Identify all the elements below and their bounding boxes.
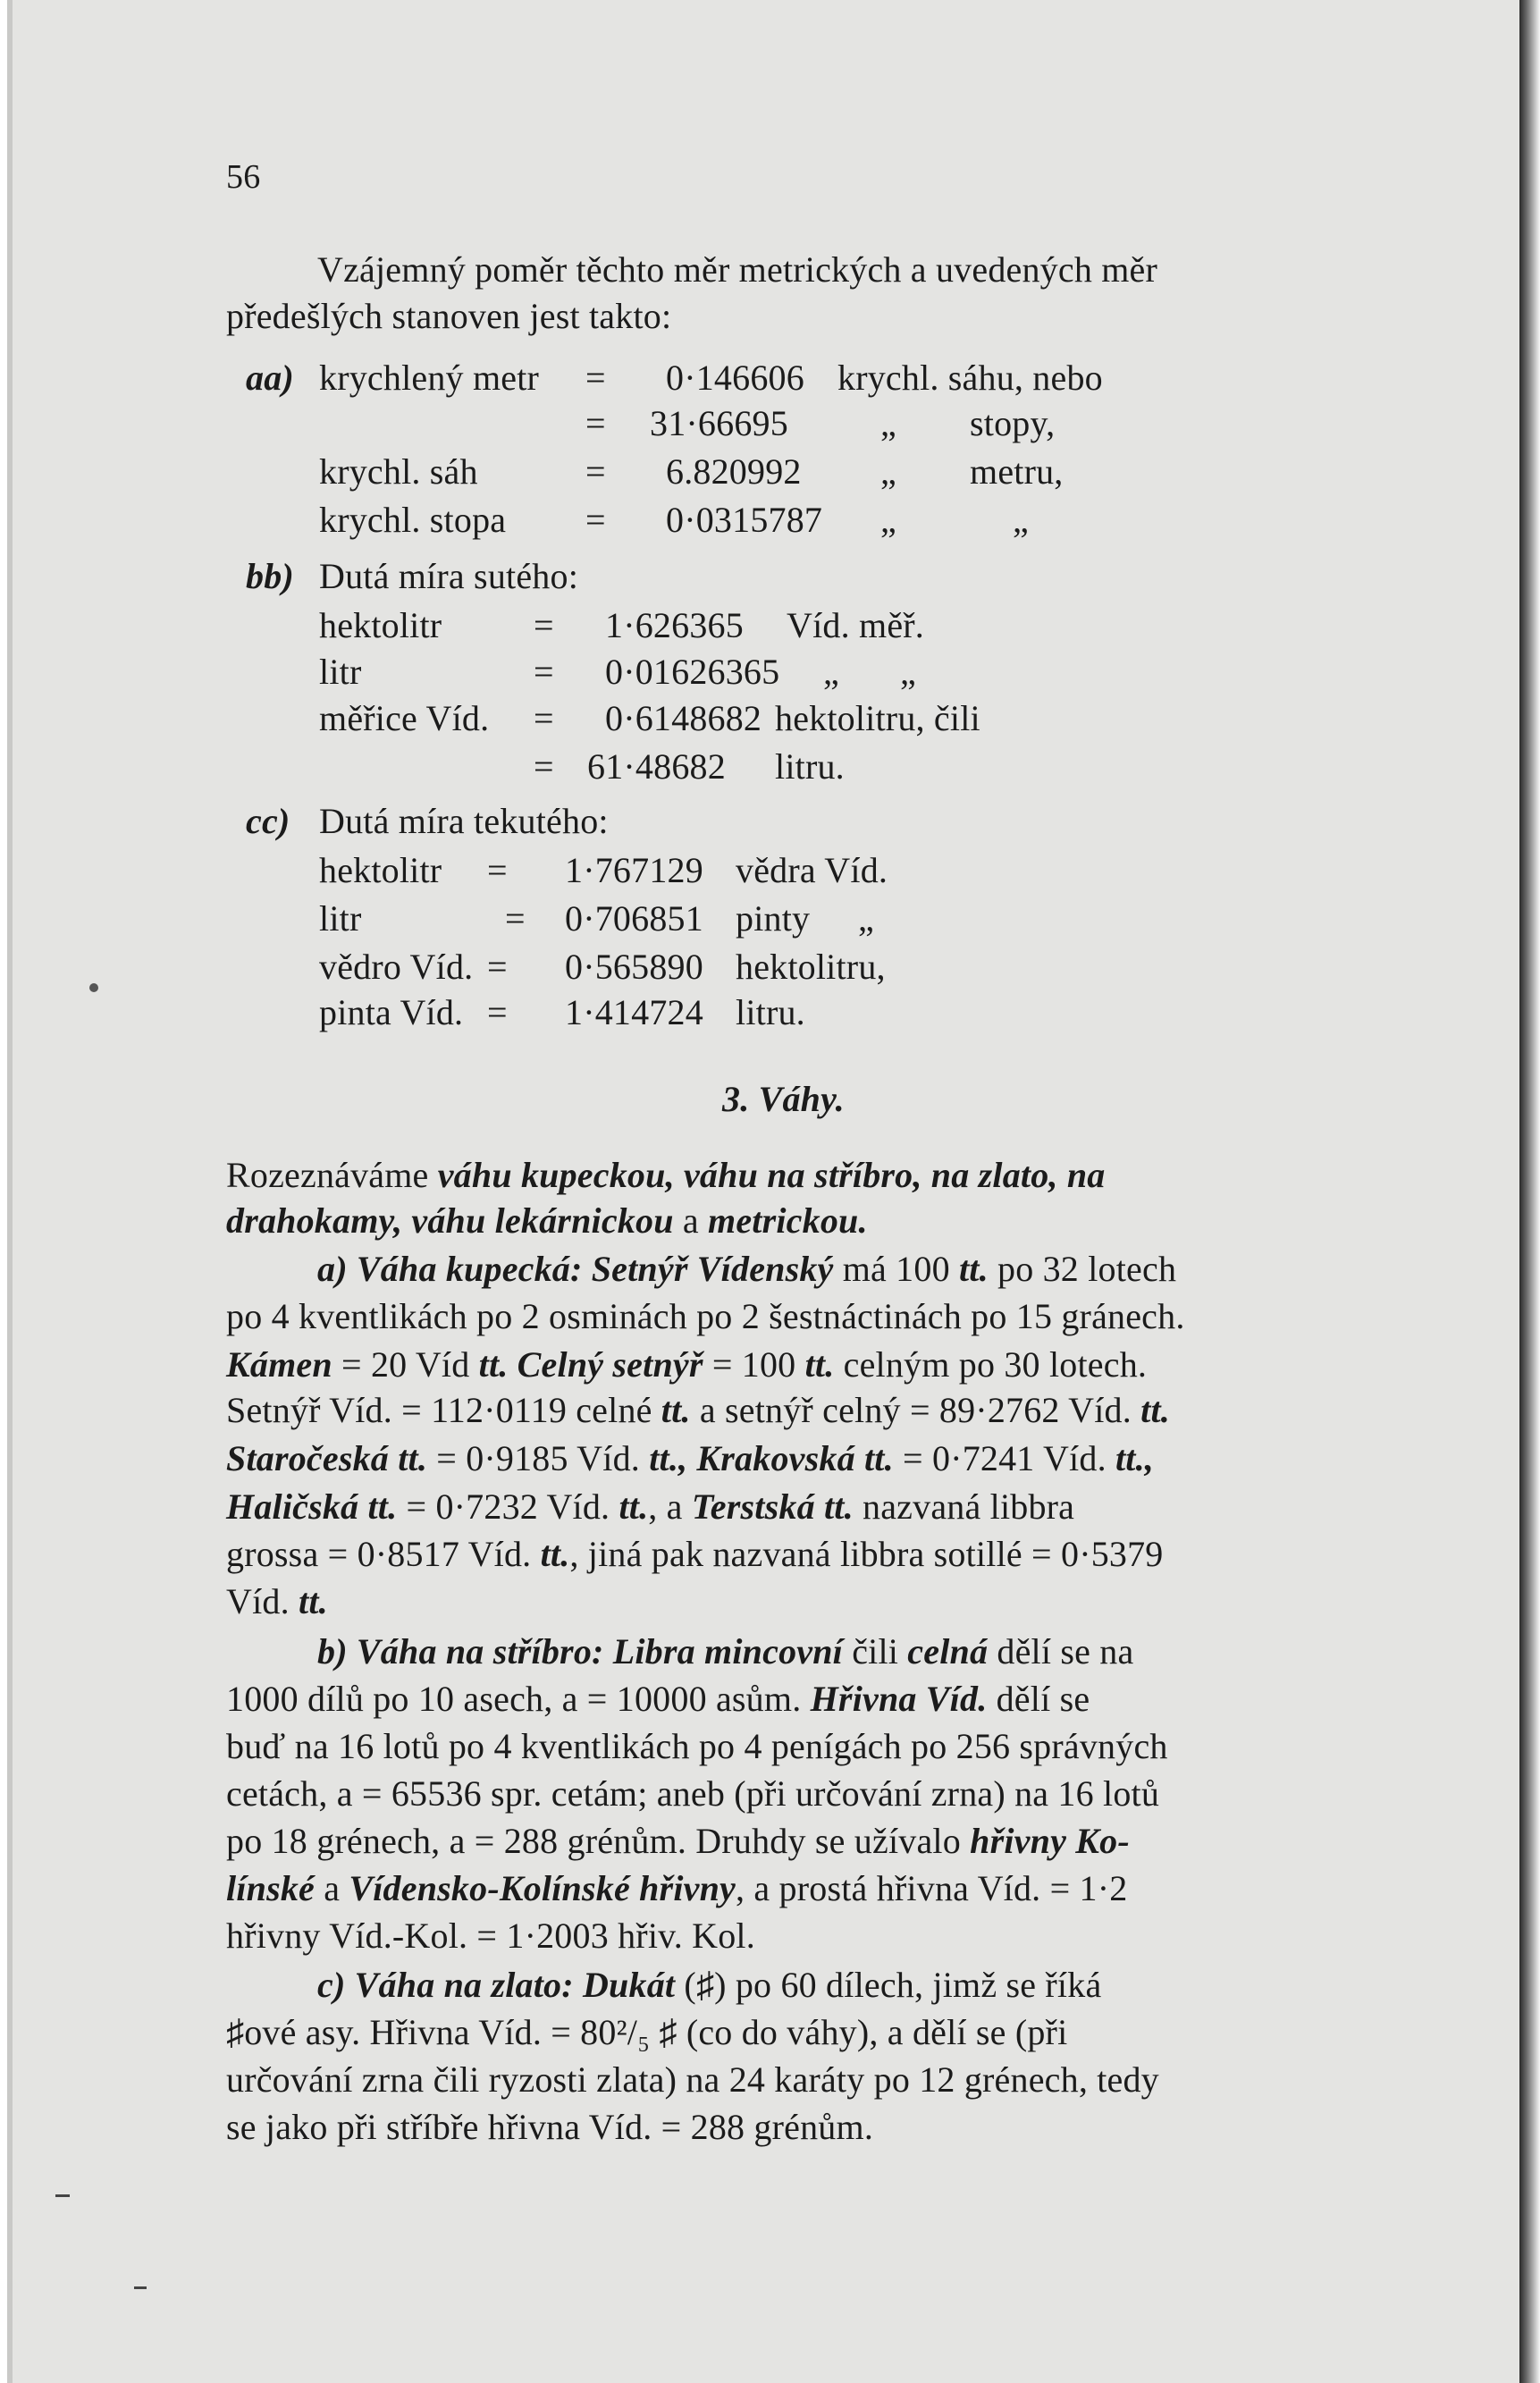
body-line-21: se jako při stříbře hřivna Víd. = 288 grénům.: [226, 2107, 874, 2147]
body-line-14: cetách, a = 65536 spr. cetám; aneb (při určování zrna) na 16 lotů: [226, 1773, 1160, 1814]
label-cc: cc): [246, 801, 290, 841]
body-line-11: b) Váha na stříbro: Libra mincovní čili celná dělí se na: [317, 1631, 1134, 1671]
body-line-9: grossa = 0·8517 Víd. tt., jiná pak nazvaná libbra sotillé = 0·5379: [226, 1534, 1164, 1574]
cc-row4-eq: =: [487, 992, 508, 1032]
intro-line-1: Vzájemný poměr těchto měr metrických a uvedených měr: [317, 249, 1158, 290]
body-line-3: a) Váha kupecká: Setnýř Vídenský má 100 tt. po 32 lotech: [317, 1249, 1177, 1289]
aa-row3-name: krychl. sáh: [319, 451, 478, 492]
cc-row2-ditto: „: [858, 898, 874, 939]
aa-row3-value: 6.820992: [666, 451, 802, 492]
aa-row4-value: 0·0315787: [666, 500, 823, 540]
page-number: 56: [226, 158, 261, 196]
bb-heading: Dutá míra sutého:: [319, 556, 579, 596]
cc-row2-name: litr: [319, 898, 362, 939]
cc-row3-name: vědro Víd.: [319, 947, 474, 987]
aa-row4-eq: =: [585, 500, 606, 540]
aa-row1-unit: krychl. sáhu, nebo: [837, 358, 1103, 398]
cc-row1-unit: vědra Víd.: [736, 850, 888, 890]
aa-row1-value: 0·146606: [666, 358, 804, 398]
aa-row2-ditto: „: [880, 403, 896, 443]
intro-line-2: předešlých stanoven jest takto:: [226, 296, 672, 336]
body-line-13: buď na 16 lotů po 4 kventlikách po 4 penígách po 256 správných: [226, 1726, 1168, 1766]
body-line-10: Víd. tt.: [226, 1581, 328, 1621]
bb-row3-eq: =: [534, 698, 554, 738]
cc-row4-name: pinta Víd.: [319, 992, 464, 1032]
bb-row1-eq: =: [534, 605, 554, 645]
cc-row1-eq: =: [487, 850, 508, 890]
aa-row1-eq: =: [585, 358, 606, 398]
body-line-2: drahokamy, váhu lekárnickou a metrickou.: [226, 1200, 868, 1241]
bb-row1-name: hektolitr: [319, 605, 442, 645]
label-bb: bb): [246, 556, 294, 596]
aa-row4-unit: „: [1013, 500, 1029, 540]
body-line-7: Staročeská tt. = 0·9185 Víd. tt., Krakovská tt. = 0·7241 Víd. tt.,: [226, 1438, 1154, 1478]
cc-row1-name: hektolitr: [319, 850, 442, 890]
section-heading: 3. Váhy.: [722, 1079, 845, 1119]
print-mark: [55, 2194, 70, 2197]
body-line-1: Rozeznáváme váhu kupeckou, váhu na stříbro, na zlato, na: [226, 1155, 1106, 1195]
bb-row3-unit: hektolitru, čili: [775, 698, 980, 738]
bb-row2-unit: „: [900, 652, 916, 692]
cc-heading: Dutá míra tekutého:: [319, 801, 609, 841]
aa-row1-name: krychlený metr: [319, 358, 540, 398]
bb-row2-eq: =: [534, 652, 554, 692]
body-line-17: hřivny Víd.-Kol. = 1·2003 hřiv. Kol.: [226, 1916, 755, 1956]
bb-row4-eq: =: [534, 746, 554, 787]
aa-row2-eq: =: [585, 403, 606, 443]
cc-row4-value: 1·414724: [565, 992, 703, 1032]
body-line-19: ♯ové asy. Hřivna Víd. = 80²/₅ ♯ (co do váhy), a dělí se (při: [226, 2012, 1068, 2052]
label-aa: aa): [246, 358, 294, 398]
cc-row2-value: 0·706851: [565, 898, 703, 939]
body-line-20: určování zrna čili ryzosti zlata) na 24 karáty po 12 grénech, tedy: [226, 2059, 1159, 2100]
print-speck: [89, 983, 98, 992]
bb-row1-value: 1·626365: [605, 605, 744, 645]
body-line-12: 1000 dílů po 10 asech, a = 10000 asům. Hřivna Víd. dělí se: [226, 1679, 1090, 1719]
cc-row2-unit: pinty: [736, 898, 811, 939]
bb-row3-value: 0·6148682: [605, 698, 762, 738]
bb-row2-value: 0·01626365: [605, 652, 780, 692]
body-line-16: línské a Vídensko-Kolínské hřivny, a prostá hřivna Víd. = 1·2: [226, 1868, 1128, 1908]
bb-row2-ditto: „: [823, 652, 839, 692]
cc-row4-unit: litru.: [736, 992, 805, 1032]
aa-row3-ditto: „: [880, 451, 896, 492]
aa-row4-ditto: „: [880, 500, 896, 540]
aa-row2-value: 31·66695: [650, 403, 788, 443]
body-line-8: Haličská tt. = 0·7232 Víd. tt., a Terstská tt. nazvaná libbra: [226, 1486, 1075, 1527]
body-line-15: po 18 grénech, a = 288 grénům. Druhdy se užívalo hřivny Ko-: [226, 1821, 1130, 1861]
bb-row4-value: 61·48682: [587, 746, 726, 787]
bb-row2-name: litr: [319, 652, 362, 692]
bb-row4-unit: litru.: [775, 746, 845, 787]
bb-row1-unit: Víd. měř.: [787, 605, 924, 645]
body-line-4: po 4 kventlikách po 2 osminách po 2 šestnáctinách po 15 gránech.: [226, 1296, 1185, 1336]
body-line-18: c) Váha na zlato: Dukát (♯) po 60 dílech, jimž se říká: [317, 1965, 1102, 2005]
page-edge: [1519, 0, 1540, 2383]
cc-row3-unit: hektolitru,: [736, 947, 886, 987]
aa-row4-name: krychl. stopa: [319, 500, 507, 540]
body-line-6: Setnýř Víd. = 112·0119 celné tt. a setnýř celný = 89·2762 Víd. tt.: [226, 1390, 1170, 1430]
body-line-5: Kámen = 20 Víd tt. Celný setnýř = 100 tt. celným po 30 lotech.: [226, 1344, 1148, 1385]
cc-row2-eq: =: [505, 898, 526, 939]
aa-row3-unit: metru,: [970, 451, 1064, 492]
print-mark: [134, 2286, 147, 2289]
cc-row3-eq: =: [487, 947, 508, 987]
cc-row1-value: 1·767129: [565, 850, 703, 890]
aa-row3-eq: =: [585, 451, 606, 492]
cc-row3-value: 0·565890: [565, 947, 703, 987]
aa-row2-unit: stopy,: [970, 403, 1056, 443]
bb-row3-name: měřice Víd.: [319, 698, 490, 738]
